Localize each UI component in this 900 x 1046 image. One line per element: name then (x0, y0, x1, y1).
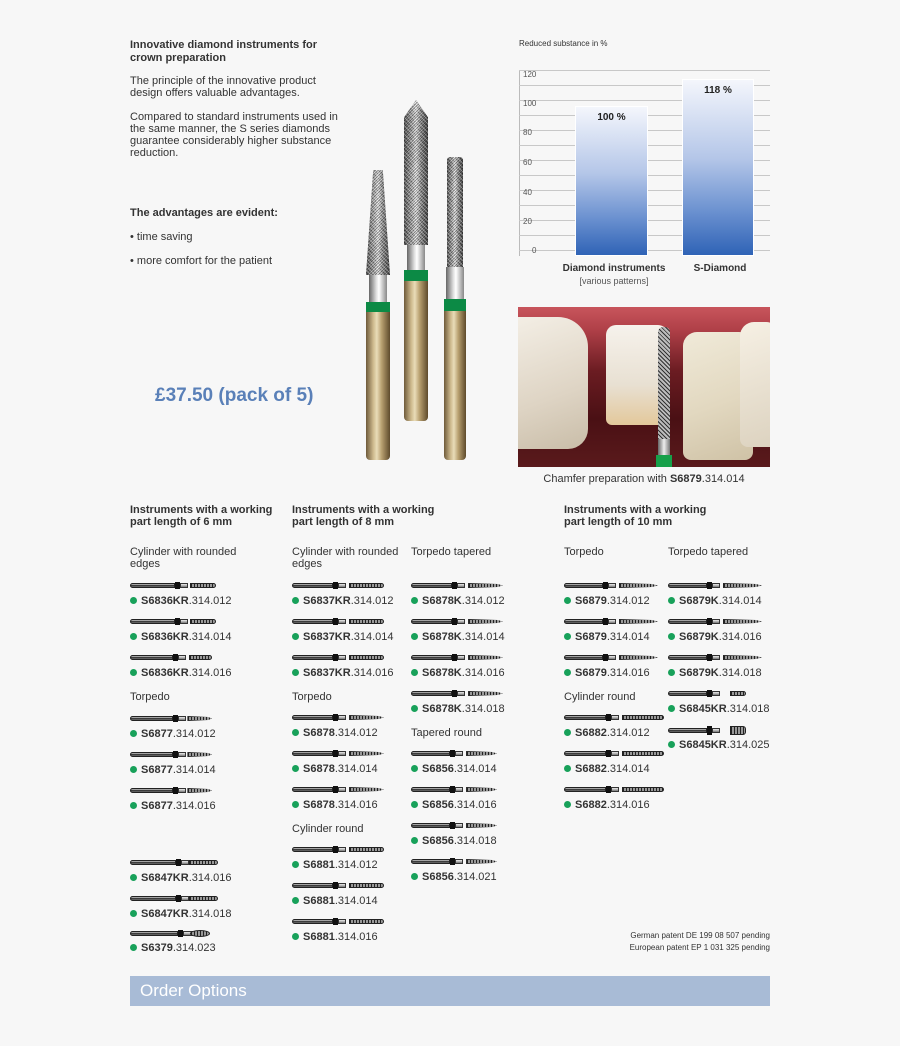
instrument-code: S6845KR (679, 739, 727, 751)
availability-dot-icon (411, 633, 418, 640)
instrument-suffix: .314.016 (334, 931, 378, 943)
instrument-suffix: .314.012 (334, 859, 378, 871)
instrument-item[interactable] (564, 582, 684, 612)
instrument-item[interactable] (130, 715, 250, 745)
instrument-code: S6882 (575, 727, 607, 739)
availability-dot-icon (411, 765, 418, 772)
section-title-6mm: Instruments with a working part length of 6 mm (130, 504, 273, 528)
y-tick-label: 60 (523, 158, 532, 167)
instrument-code: S6878K (422, 631, 462, 643)
instrument-code: S6879K (679, 595, 719, 607)
instrument-suffix: .314.016 (461, 667, 505, 679)
instrument-item[interactable] (292, 846, 412, 876)
availability-dot-icon (130, 669, 137, 676)
instrument-suffix: .314.016 (606, 799, 650, 811)
instrument-item[interactable] (564, 750, 684, 780)
instrument-code: S6882 (575, 799, 607, 811)
availability-dot-icon (130, 944, 137, 951)
instrument-code: S6878 (303, 763, 335, 775)
availability-dot-icon (292, 669, 299, 676)
availability-dot-icon (564, 669, 571, 676)
x-category-label: Diamond instruments (562, 263, 666, 274)
availability-dot-icon (292, 729, 299, 736)
instrument-item[interactable] (411, 618, 531, 648)
instrument-suffix: .314.012 (461, 595, 505, 607)
availability-dot-icon (411, 705, 418, 712)
instrument-suffix: .314.014 (172, 764, 216, 776)
instrument-suffix: .314.012 (606, 727, 650, 739)
instrument-code: S6877 (141, 728, 173, 740)
availability-dot-icon (668, 633, 675, 640)
instrument-suffix: .314.018 (726, 703, 770, 715)
y-tick-label: 0 (532, 246, 537, 255)
advantages-title: The advantages are evident: (130, 207, 278, 219)
patent-note: German patent DE 199 08 507 pending (630, 931, 770, 940)
bar-value-label: 118 % (704, 85, 732, 96)
instrument-item[interactable] (411, 822, 531, 852)
instrument-icon (411, 654, 503, 661)
availability-dot-icon (564, 729, 571, 736)
instrument-icon (564, 714, 664, 721)
instrument-icon (411, 858, 497, 865)
group-title: Cylinder with rounded edges (292, 546, 399, 570)
instrument-suffix: .314.012 (350, 595, 394, 607)
instrument-item[interactable] (411, 582, 531, 612)
instrument-code: S6837KR (303, 631, 351, 643)
instrument-suffix: .314.014 (461, 631, 505, 643)
instrument-item[interactable] (292, 582, 412, 612)
instrument-icon (292, 882, 384, 889)
instrument-item[interactable] (564, 618, 684, 648)
instrument-item[interactable] (411, 690, 531, 720)
instrument-item[interactable] (564, 714, 684, 744)
tooth (518, 317, 588, 449)
instrument-icon (668, 690, 746, 697)
group-title: Torpedo tapered (411, 546, 492, 558)
caption-suffix: .314.014 (701, 473, 745, 485)
availability-dot-icon (292, 861, 299, 868)
instrument-item[interactable] (292, 882, 412, 912)
availability-dot-icon (130, 766, 137, 773)
instrument-suffix: .314.014 (188, 631, 232, 643)
instrument-code: S6879K (679, 631, 719, 643)
y-tick-label: 120 (523, 70, 537, 79)
instrument-icon (130, 895, 218, 902)
section-title-10mm: Instruments with a working part length of 10 mm (564, 504, 707, 528)
bur-product-image (360, 100, 480, 465)
instrument-icon (564, 786, 664, 793)
instrument-suffix: .314.018 (461, 703, 505, 715)
instrument-code: S6837KR (303, 667, 351, 679)
instrument-item[interactable] (130, 654, 250, 684)
dental-photo (518, 307, 770, 467)
instrument-code: S6856 (422, 763, 454, 775)
instrument-icon (411, 618, 503, 625)
instrument-suffix: .314.016 (334, 799, 378, 811)
intro-title: Innovative diamond instruments for crown preparation (130, 39, 318, 64)
availability-dot-icon (292, 597, 299, 604)
instrument-suffix: .314.014 (718, 595, 762, 607)
instrument-item[interactable] (411, 858, 531, 888)
instrument-item[interactable] (668, 582, 788, 612)
availability-dot-icon (564, 633, 571, 640)
instrument-icon (130, 582, 216, 589)
bar-s-diamond (682, 79, 754, 256)
instrument-icon (668, 582, 762, 589)
instrument-code: S6879 (575, 631, 607, 643)
instrument-item[interactable] (668, 726, 788, 756)
group-title: Torpedo (564, 546, 604, 558)
availability-dot-icon (130, 633, 137, 640)
availability-dot-icon (668, 741, 675, 748)
group-title: Torpedo (130, 691, 170, 703)
group-title: Cylinder round (564, 691, 636, 703)
instrument-icon (292, 714, 384, 721)
x-category-label: S-Diamond (693, 263, 747, 274)
instrument-item[interactable] (668, 618, 788, 648)
instrument-code: S6847KR (141, 872, 189, 884)
instrument-suffix: .314.016 (188, 667, 232, 679)
group-title: Tapered round (411, 727, 482, 739)
availability-dot-icon (130, 597, 137, 604)
instrument-item[interactable] (130, 859, 250, 889)
instrument-item[interactable] (292, 714, 412, 744)
patent-note: European patent EP 1 031 325 pending (629, 943, 770, 952)
tooth (740, 322, 770, 447)
availability-dot-icon (668, 597, 675, 604)
availability-dot-icon (668, 705, 675, 712)
instrument-suffix: .314.018 (188, 908, 232, 920)
bar-value-label: 100 % (597, 112, 626, 123)
instrument-suffix: .314.012 (172, 728, 216, 740)
instrument-suffix: .314.023 (172, 942, 216, 954)
group-title: Cylinder round (292, 823, 364, 835)
instrument-icon (292, 654, 384, 661)
instrument-suffix: .314.014 (453, 763, 497, 775)
availability-dot-icon (411, 669, 418, 676)
instrument-icon (564, 618, 658, 625)
instrument-icon (411, 750, 497, 757)
instrument-code: S6879 (575, 595, 607, 607)
instrument-code: S6836KR (141, 667, 189, 679)
availability-dot-icon (564, 801, 571, 808)
instrument-suffix: .314.016 (453, 799, 497, 811)
instrument-icon (564, 582, 658, 589)
availability-dot-icon (130, 874, 137, 881)
instrument-icon (130, 618, 216, 625)
instrument-code: S6856 (422, 835, 454, 847)
availability-dot-icon (292, 933, 299, 940)
instrument-suffix: .314.018 (453, 835, 497, 847)
instrument-item[interactable] (130, 895, 250, 925)
instrument-suffix: .314.014 (606, 763, 650, 775)
instrument-suffix: .314.016 (172, 800, 216, 812)
group-title: Torpedo tapered (668, 546, 749, 558)
instrument-suffix: .314.012 (606, 595, 650, 607)
instrument-item[interactable] (292, 786, 412, 816)
instrument-item[interactable] (292, 750, 412, 780)
price-label: £37.50 (pack of 5) (155, 385, 314, 406)
instrument-suffix: .314.014 (350, 631, 394, 643)
instrument-code: S6878K (422, 595, 462, 607)
instrument-code: S6877 (141, 800, 173, 812)
instrument-code: S6879 (575, 667, 607, 679)
instrument-item[interactable] (130, 751, 250, 781)
instrument-icon (668, 654, 762, 661)
instrument-icon (411, 582, 503, 589)
instrument-item[interactable] (292, 618, 412, 648)
instrument-item[interactable] (130, 618, 250, 648)
instrument-item[interactable] (130, 930, 250, 960)
availability-dot-icon (411, 873, 418, 880)
instrument-icon (292, 750, 384, 757)
instrument-code: S6856 (422, 799, 454, 811)
caption-text: Chamfer preparation with (543, 473, 670, 485)
availability-dot-icon (411, 801, 418, 808)
availability-dot-icon (564, 597, 571, 604)
bur-neck (658, 439, 670, 455)
instrument-icon (411, 822, 497, 829)
group-title: Cylinder with rounded edges (130, 546, 237, 570)
instrument-icon (130, 930, 210, 937)
instrument-code: S6836KR (141, 631, 189, 643)
availability-dot-icon (668, 669, 675, 676)
section-title-8mm: Instruments with a working part length of 8 mm (292, 504, 435, 528)
y-tick-label: 20 (523, 217, 532, 226)
instrument-icon (130, 859, 218, 866)
instrument-item[interactable] (130, 582, 250, 612)
instrument-suffix: .314.018 (718, 667, 762, 679)
instrument-icon (564, 654, 658, 661)
availability-dot-icon (292, 801, 299, 808)
instrument-item[interactable] (564, 786, 684, 816)
bar-diamond-instruments (575, 106, 648, 256)
instrument-code: S6878K (422, 667, 462, 679)
instrument-item[interactable] (668, 654, 788, 684)
y-axis (519, 70, 520, 256)
instrument-icon (411, 786, 497, 793)
instrument-item[interactable] (292, 918, 412, 948)
availability-dot-icon (411, 837, 418, 844)
bur-in-photo (658, 327, 670, 439)
instrument-code: S6856 (422, 871, 454, 883)
instrument-item[interactable] (292, 654, 412, 684)
instrument-suffix: .314.016 (606, 667, 650, 679)
instrument-suffix: .314.016 (350, 667, 394, 679)
instrument-icon (130, 787, 212, 794)
availability-dot-icon (411, 597, 418, 604)
instrument-icon (668, 618, 762, 625)
instrument-suffix: .314.014 (334, 895, 378, 907)
instrument-code: S6845KR (679, 703, 727, 715)
availability-dot-icon (564, 765, 571, 772)
instrument-icon (292, 618, 384, 625)
advantage-item: • more comfort for the patient (130, 255, 273, 267)
chart-title: Reduced substance in % (519, 39, 608, 48)
order-options-label: Order Options (140, 981, 247, 1000)
instrument-icon (292, 918, 384, 925)
instrument-item[interactable] (411, 654, 531, 684)
y-tick-label: 40 (523, 188, 532, 197)
instrument-suffix: .314.021 (453, 871, 497, 883)
y-tick-label: 100 (523, 99, 537, 108)
instrument-code: S6879K (679, 667, 719, 679)
photo-caption (518, 473, 770, 485)
instrument-icon (292, 582, 384, 589)
instrument-icon (668, 726, 746, 735)
instrument-suffix: .314.016 (718, 631, 762, 643)
instrument-icon (130, 751, 212, 758)
bur-cylinder (444, 157, 466, 462)
instrument-icon (292, 786, 384, 793)
instrument-suffix: .314.012 (188, 595, 232, 607)
instrument-code: S6836KR (141, 595, 189, 607)
instrument-code: S6881 (303, 895, 335, 907)
availability-dot-icon (292, 765, 299, 772)
instrument-item[interactable] (668, 690, 788, 720)
y-tick-label: 80 (523, 128, 532, 137)
instrument-item[interactable] (130, 787, 250, 817)
instrument-icon (564, 750, 664, 757)
instrument-code: S6878 (303, 727, 335, 739)
instrument-suffix: .314.012 (334, 727, 378, 739)
instrument-suffix: .314.014 (606, 631, 650, 643)
bur-ring (656, 455, 672, 467)
instrument-code: S6837KR (303, 595, 351, 607)
intro-paragraph-2: Compared to standard instruments used in the same manner, the S series diamonds guarantee considerably higher substance reduction. (130, 111, 338, 159)
instrument-code: S6881 (303, 931, 335, 943)
instrument-icon (130, 654, 212, 661)
x-category-sublabel: [various patterns] (579, 276, 649, 286)
instrument-item[interactable] (411, 750, 531, 780)
instrument-item[interactable] (411, 786, 531, 816)
order-options-bar[interactable] (130, 976, 770, 1006)
instrument-code: S6881 (303, 859, 335, 871)
instrument-code: S6379 (141, 942, 173, 954)
bur-tapered (366, 170, 390, 460)
instrument-icon (411, 690, 503, 697)
instrument-suffix: .314.014 (334, 763, 378, 775)
instrument-code: S6882 (575, 763, 607, 775)
gridline (519, 70, 770, 71)
instrument-icon (130, 715, 212, 722)
instrument-icon (292, 846, 384, 853)
availability-dot-icon (292, 633, 299, 640)
instrument-code: S6847KR (141, 908, 189, 920)
instrument-item[interactable] (564, 654, 684, 684)
availability-dot-icon (130, 802, 137, 809)
group-title: Torpedo (292, 691, 332, 703)
instrument-suffix: .314.016 (188, 872, 232, 884)
bar-chart (519, 70, 770, 256)
intro-paragraph-1: The principle of the innovative product design offers valuable advantages. (130, 75, 316, 99)
availability-dot-icon (130, 910, 137, 917)
caption-code: S6879 (669, 473, 702, 485)
availability-dot-icon (292, 897, 299, 904)
bur-torpedo (404, 100, 428, 422)
instrument-code: S6878K (422, 703, 462, 715)
availability-dot-icon (130, 730, 137, 737)
instrument-code: S6878 (303, 799, 335, 811)
instrument-suffix: .314.025 (726, 739, 770, 751)
instrument-code: S6877 (141, 764, 173, 776)
advantage-item: • time saving (130, 231, 193, 243)
